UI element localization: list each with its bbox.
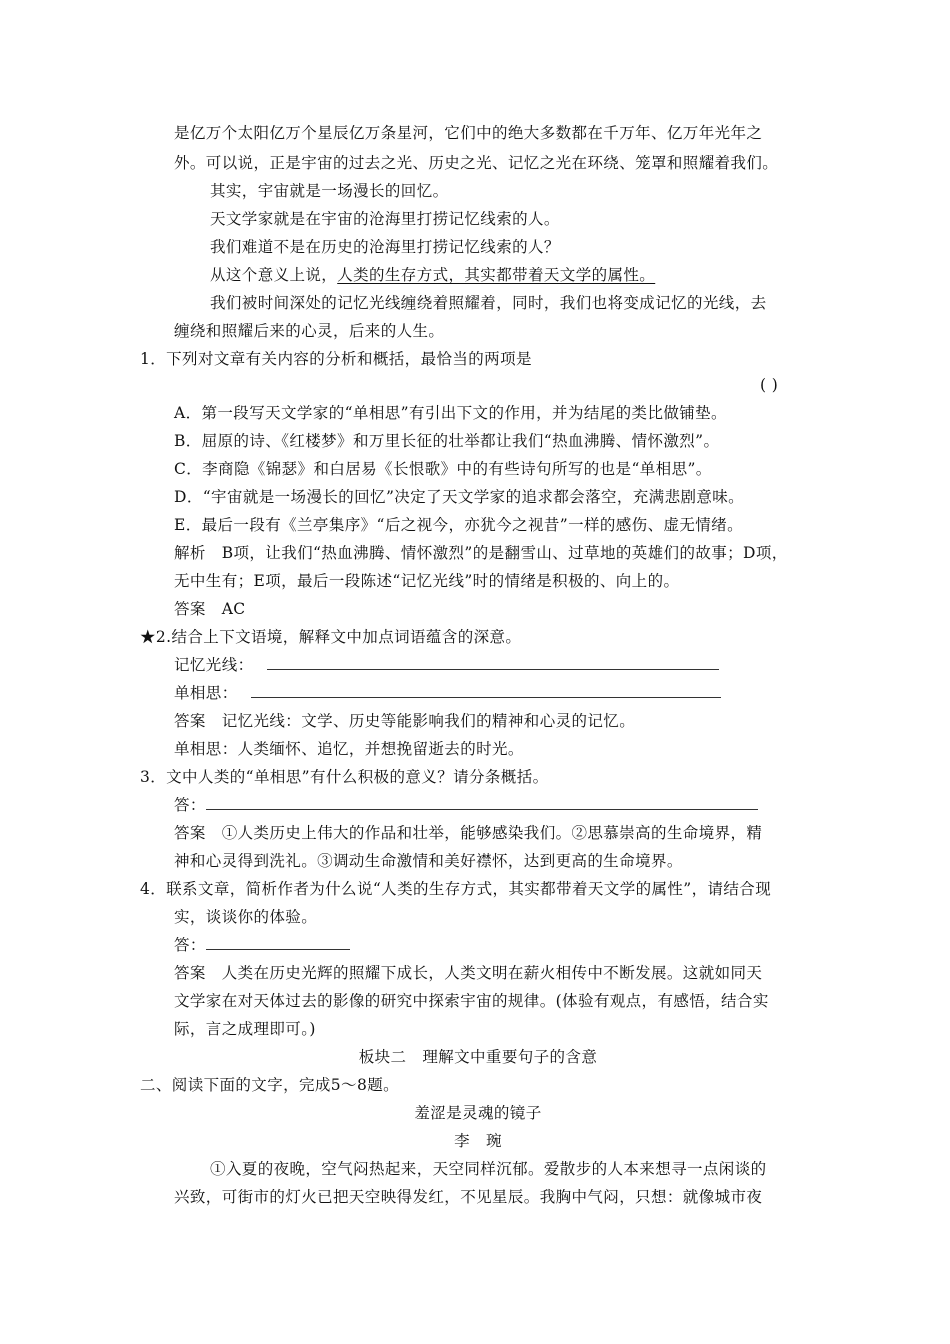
q2-term2-label: 单相思： xyxy=(174,684,238,702)
passage-line-5: 我们难道不是在历史的沧海里打捞记忆线索的人？ xyxy=(210,238,560,256)
q3-stem: 3．文中人类的“单相思”有什么积极的意义？请分条概括。 xyxy=(140,768,549,786)
q4-answer-label: 答： xyxy=(174,936,206,954)
q4-stem-line-2: 实，谈谈你的体验。 xyxy=(174,908,318,926)
q2-term2-answer-blank[interactable] xyxy=(251,683,721,698)
article-para-line-2: 兴致，可街市的灯火已把天空映得发红，不见星辰。我胸中气闷，只想：就像城市夜 xyxy=(174,1188,763,1206)
q3-answer-line-1: 答案 ①人类历史上伟大的作品和壮举，能够感染我们。②思慕崇高的生命境界，精 xyxy=(174,824,763,842)
q3-answer-label: 答： xyxy=(174,796,206,814)
passage-line-8: 缠绕和照耀后来的心灵，后来的人生。 xyxy=(174,322,445,340)
q2-stem: ★2.结合上下文语境，解释文中加点词语蕴含的深意。 xyxy=(140,628,522,646)
q4-answer-line-2: 文学家在对天体过去的影像的研究中探索宇宙的规律。(体验有观点，有感悟，结合实 xyxy=(174,992,769,1010)
passage-line-6-prefix: 从这个意义上说， xyxy=(210,266,338,284)
q1-stem: 1．下列对文章有关内容的分析和概括，最恰当的两项是 xyxy=(140,350,532,368)
section-heading: 板块二 理解文中重要句子的含意 xyxy=(358,1048,598,1066)
article-author: 李 琬 xyxy=(454,1132,502,1150)
q1-analysis-line-1: 解析 B项，让我们“热血沸腾、情怀激烈”的是翻雪山、过草地的英雄们的故事；D项， xyxy=(174,544,788,562)
q1-option-c: C．李商隐《锦瑟》和白居易《长恨歌》中的有些诗句所写的也是“单相思”。 xyxy=(174,460,712,478)
section-instruction: 二、阅读下面的文字，完成5～8题。 xyxy=(140,1076,400,1094)
q2-term1-label: 记忆光线： xyxy=(174,656,254,674)
q3-answer-line-2: 神和心灵得到洗礼。③调动生命激情和美好襟怀，达到更高的生命境界。 xyxy=(174,852,683,870)
article-title: 羞涩是灵魂的镜子 xyxy=(414,1104,542,1122)
q2-answer-line-1: 答案 记忆光线：文学、历史等能影响我们的精神和心灵的记忆。 xyxy=(174,712,636,730)
passage-line-7: 我们被时间深处的记忆光线缠绕着照耀着，同时，我们也将变成记忆的光线，去 xyxy=(210,294,767,312)
q2-term1-answer-blank[interactable] xyxy=(267,655,719,670)
q4-answer-row xyxy=(174,934,350,956)
passage-line-4: 天文学家就是在宇宙的沧海里打捞记忆线索的人。 xyxy=(210,210,560,228)
q2-answer-line-2: 单相思：人类缅怀、追忆，并想挽留逝去的时光。 xyxy=(174,740,524,758)
q4-answer-line-3: 际，言之成理即可。) xyxy=(174,1020,316,1038)
q4-answer-blank[interactable] xyxy=(206,935,350,950)
q1-option-e: E．最后一段有《兰亭集序》“后之视今，亦犹今之视昔”一样的感伤、虚无情绪。 xyxy=(174,516,743,534)
q1-option-b: B．屈原的诗、《红楼梦》和万里长征的壮举都让我们“热血沸腾、情怀激烈”。 xyxy=(174,432,720,450)
q1-analysis-line-2: 无中生有；E项，最后一段陈述“记忆光线”时的情绪是积极的、向上的。 xyxy=(174,572,680,590)
passage-line-3: 其实，宇宙就是一场漫长的回忆。 xyxy=(210,182,449,200)
q1-answer: 答案 AC xyxy=(174,600,246,618)
passage-line-1: 是亿万个太阳亿万个星辰亿万条星河，它们中的绝大多数都在千万年、亿万年光年之 xyxy=(174,124,763,142)
q4-answer-line-1: 答案 人类在历史光辉的照耀下成长，人类文明在薪火相传中不断发展。这就如同天 xyxy=(174,964,763,982)
passage-line-2: 外。可以说，正是宇宙的过去之光、历史之光、记忆之光在环绕、笼罩和照耀着我们。 xyxy=(174,154,779,172)
q1-answer-bracket: ( ) xyxy=(760,376,779,394)
article-para-line-1: ①入夏的夜晚，空气闷热起来，天空同样沉郁。爱散步的人本来想寻一点闲谈的 xyxy=(210,1160,767,1178)
q2-term1-row xyxy=(174,654,719,676)
q3-answer-row xyxy=(174,794,758,816)
q2-term2-row xyxy=(174,682,721,704)
q1-option-a: A．第一段写天文学家的“单相思”有引出下文的作用，并为结尾的类比做铺垫。 xyxy=(174,404,727,422)
q3-answer-blank[interactable] xyxy=(206,795,758,810)
q4-stem-line-1: 4．联系文章，简析作者为什么说“人类的生存方式，其实都带着天文学的属性”，请结合现 xyxy=(140,880,772,898)
passage-line-6 xyxy=(210,264,655,286)
underlined-sentence: 人类的生存方式，其实都带着天文学的属性。 xyxy=(337,266,656,284)
q1-option-d: D．“宇宙就是一场漫长的回忆”决定了天文学家的追求都会落空，充满悲剧意味。 xyxy=(174,488,745,506)
